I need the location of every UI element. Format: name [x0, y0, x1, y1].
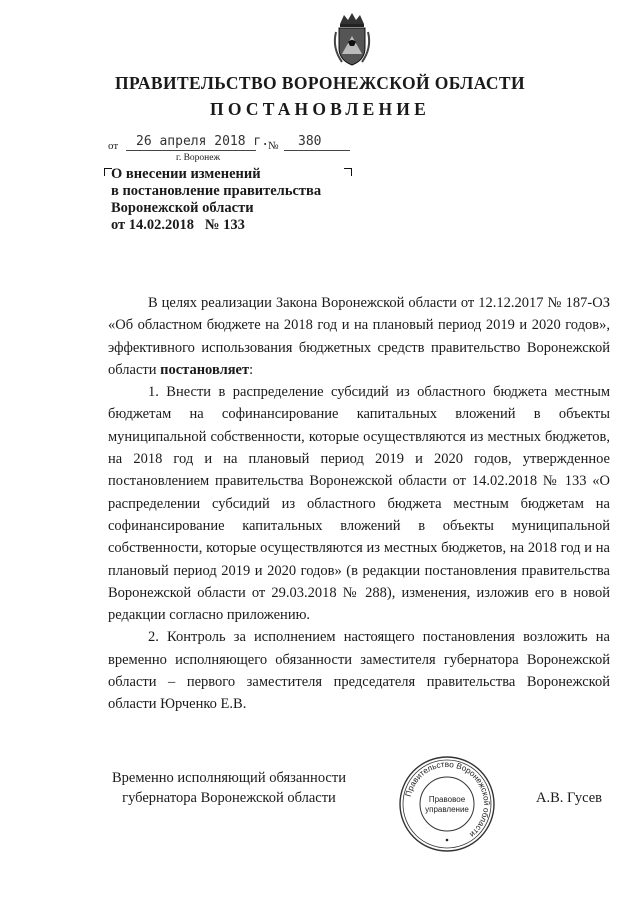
subject-line: Воронежской области — [111, 200, 254, 216]
intro-text: В целях реализации Закона Воронежской области от 12.12.2017 № 187-ОЗ «Об областном бюджете на 2018 год и на плановый период 2019 и 2020 годов», эффективного использования бюджетных средств правительство Воронежской области — [108, 295, 610, 378]
intro-paragraph — [108, 292, 610, 381]
number-label: № — [268, 140, 279, 152]
number-underline — [284, 150, 350, 151]
document-subject — [111, 166, 351, 234]
document-type: ПОСТАНОВЛЕНИЕ — [210, 99, 430, 119]
date-underline — [126, 150, 256, 151]
stamp-center-line: Правовое — [428, 795, 466, 804]
subject-line: в постановление правительства — [111, 183, 322, 199]
signer-position-line: губернатора Воронежской области — [122, 790, 336, 806]
signer-position-line: Временно исполняющий обязанности — [112, 770, 346, 786]
stamp-center-line: управление — [425, 805, 469, 814]
intro-verb: постановляет — [160, 361, 250, 378]
item-2-paragraph: 2. Контроль за исполнением настоящего постановления возложить на временно исполняющего обязанности заместителя губернатора Воронежской области – первого заместителя председателя правительства Воронежской области Юрченко Е.В. — [108, 629, 610, 713]
document-date: 26 апреля 2018 г. — [136, 134, 270, 149]
document-body — [108, 292, 610, 716]
city-label: г. Воронеж — [176, 153, 221, 163]
item-1-paragraph: 1. Внести в распределение субсидий из областного бюджета местным бюджетам на софинансирование капитальных вложений в объекты муниципальной собственности, которые осуществляются из местных бюджетов, на 2018 год и на плановый период 2019 и 2020 годов, утвержденное постановлением правительства Воронежской области от 14.02.2018 № 133 «О распределении субсидий из областного бюджета местным бюджетам на софинансирование капитальных вложений в объекты муниципальной собственности, которые осуществляются из местных бюджетов, на 2018 год и на плановый период 2019 и 2020 годов» (в редакции постановления правительства Воронежской области от 29.03.2018 № 288), изменения, изложив его в новой редакции согласно приложению. — [108, 384, 610, 624]
intro-colon: : — [249, 361, 254, 378]
organization-title: ПРАВИТЕЛЬСТВО ВОРОНЕЖСКОЙ ОБЛАСТИ — [114, 73, 526, 93]
signer-position — [104, 768, 354, 808]
coat-of-arms-icon — [330, 10, 374, 68]
signer-name: А.В. Гусев — [536, 790, 602, 806]
subject-line: от 14.02.2018 № 133 — [111, 217, 245, 233]
stamp-ring-text: Правительство Воронежской области — [403, 759, 492, 840]
legal-department-stamp — [397, 754, 497, 854]
document-number: 380 — [298, 134, 322, 149]
subject-line: О внесении изменений — [111, 166, 261, 182]
date-prefix: от — [108, 140, 119, 152]
